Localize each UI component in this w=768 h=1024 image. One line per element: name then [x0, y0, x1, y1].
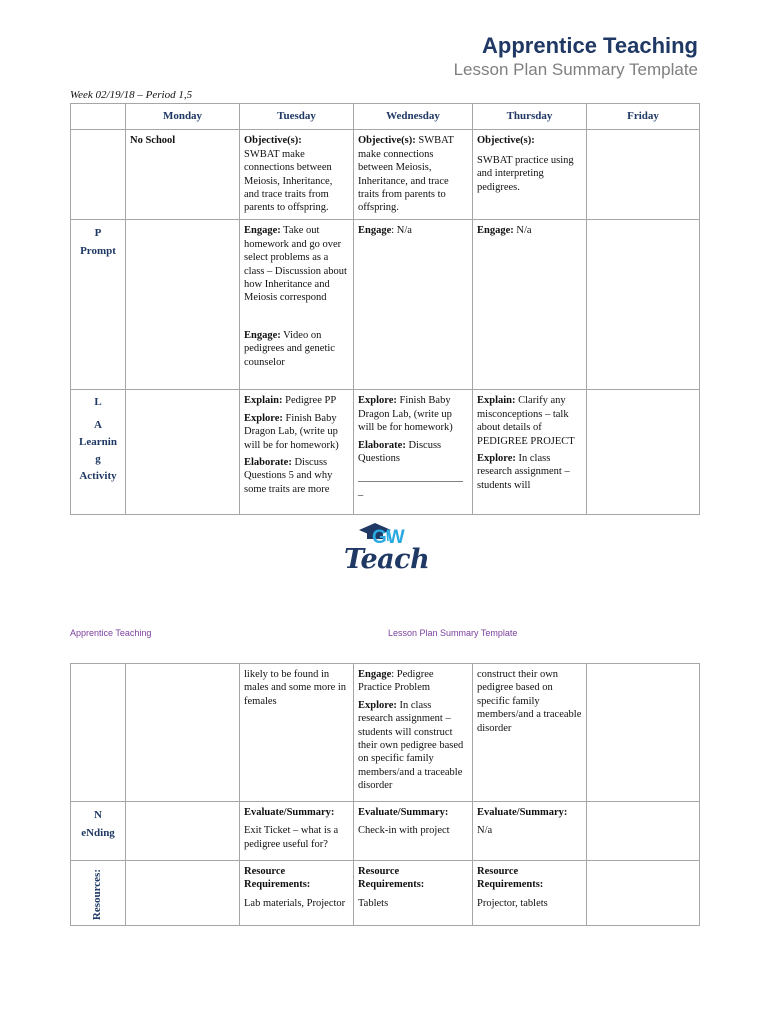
friday-prompt-cell: [587, 220, 700, 390]
explore-label: Explore:: [477, 453, 516, 465]
footer-right: Lesson Plan Summary Template: [388, 628, 518, 638]
engage-label: Engage: [358, 225, 392, 237]
tuesday-objective-cell: [240, 130, 354, 220]
friday-activity-cell: [587, 390, 700, 515]
elaborate-text: Discuss Questions 5 and why some traits are more: [244, 457, 333, 495]
evaluate-text: N/a: [477, 825, 493, 837]
friday-objective-cell: [587, 130, 700, 220]
resources-label: Resources:: [91, 869, 104, 921]
explore-label: Explore:: [244, 412, 283, 424]
objective-text: SWBAT make connections between Meiosis, Inheritance, and trace traits from parents to offspring.: [244, 148, 333, 214]
explore-text: In class research assignment – students will construct their own pedigree based on specific family members/and a traceable disorder: [358, 699, 464, 792]
ending-row: [71, 802, 700, 861]
engage-label: Engage:: [244, 329, 281, 341]
day-friday: Friday: [587, 104, 700, 130]
day-wednesday: Wednesday: [354, 104, 473, 130]
document-title: Apprentice Teaching: [482, 33, 698, 58]
objective-label: Objective(s):: [244, 135, 302, 147]
engage-text: : Pedigree Practice Problem: [358, 669, 434, 694]
monday-ending-cell: [126, 802, 240, 861]
wednesday-prompt-cell: [354, 220, 473, 390]
lesson-plan-table-page2: [70, 663, 700, 926]
evaluate-label: Evaluate/Summary:: [244, 807, 335, 818]
explore-label: Explore:: [358, 699, 397, 711]
explain-label: Explain:: [244, 395, 283, 407]
day-monday: Monday: [126, 104, 240, 130]
label-activity: Activity: [79, 470, 117, 483]
resources-row: [71, 861, 700, 926]
tuesday-ending-cell: [240, 802, 354, 861]
wednesday-activity-cell: [354, 390, 473, 515]
friday-ending-cell: [587, 802, 700, 861]
thursday-ending-cell: [473, 802, 587, 861]
resources-row-label: [71, 861, 126, 926]
blank-line: ____________________: [358, 472, 463, 484]
friday-continued-cell: [587, 664, 700, 802]
engage-text: : N/a: [391, 225, 412, 237]
engage-text: Video on pedigrees and genetic counselor: [244, 329, 335, 368]
evaluate-label: Evaluate/Summary:: [358, 807, 449, 818]
tuesday-activity-cell: [240, 390, 354, 515]
activity-continued-row: [71, 664, 700, 802]
learning-activity-row-label: [71, 390, 126, 515]
label-a: A: [94, 419, 102, 432]
resource-text: Tablets: [358, 897, 389, 909]
explore-text: Finish Baby Dragon Lab, (write up will be for homework): [358, 395, 453, 434]
day-thursday: Thursday: [473, 104, 587, 130]
objective-row-label: [71, 130, 126, 220]
explain-text: Clarify any misconceptions – talk about details of PEDIGREE PROJECT: [477, 395, 575, 447]
prompt-row-label: [71, 220, 126, 390]
explain-label: Explain:: [477, 395, 516, 407]
lesson-plan-table-page1: [70, 103, 700, 515]
blank-dash: _: [358, 485, 364, 497]
evaluate-label: Evaluate/Summary:: [477, 807, 568, 818]
ending-letter: N: [94, 809, 102, 821]
evaluate-text: Exit Ticket – what is a pedigree useful for?: [244, 825, 339, 850]
label-l: L: [94, 396, 102, 409]
thursday-prompt-cell: [473, 220, 587, 390]
prompt-letter: P: [94, 227, 102, 240]
wednesday-objective-cell: [354, 130, 473, 220]
week-label: Week 02/19/18 – Period 1,5: [70, 89, 193, 101]
tuesday-prompt-cell: [240, 220, 354, 390]
elaborate-label: Elaborate:: [244, 457, 292, 469]
ending-word: eNding: [81, 827, 115, 839]
ending-row-label: [71, 802, 126, 861]
continued-text: likely to be found in males and some more in females: [244, 669, 347, 707]
resource-label: Resource Requirements:: [477, 866, 544, 891]
day-header-row: [71, 104, 700, 130]
footer-left: Apprentice Teaching: [70, 628, 152, 638]
objective-label: Objective(s):: [477, 135, 535, 147]
wednesday-ending-cell: [354, 802, 473, 861]
resource-text: Lab materials, Projector: [244, 897, 346, 909]
monday-activity-cell: [126, 390, 240, 515]
thursday-activity-cell: [473, 390, 587, 515]
monday-prompt-cell: [126, 220, 240, 390]
tuesday-continued-cell: [240, 664, 354, 802]
engage-label: Engage: [358, 669, 392, 680]
thursday-resources-cell: [473, 861, 587, 926]
objective-text: SWBAT practice using and interpreting pedigrees.: [477, 154, 574, 193]
explore-label: Explore:: [358, 395, 397, 407]
engage-text: N/a: [513, 225, 532, 237]
engage-label: Engage:: [477, 225, 514, 237]
day-tuesday: Tuesday: [240, 104, 354, 130]
no-school-text: No School: [130, 135, 176, 147]
monday-resources-cell: [126, 861, 240, 926]
logo-teach-text: Teach: [344, 544, 430, 575]
wednesday-resources-cell: [354, 861, 473, 926]
learning-activity-row: [71, 390, 700, 515]
resource-text: Projector, tablets: [477, 897, 548, 909]
thursday-continued-cell: [473, 664, 587, 802]
elaborate-label: Elaborate:: [358, 439, 406, 451]
logo-gw-text: GW: [372, 527, 405, 548]
tuesday-resources-cell: [240, 861, 354, 926]
label-g: g: [95, 453, 101, 466]
label-learning: Learnin: [79, 436, 117, 449]
document-subtitle: Lesson Plan Summary Template: [453, 60, 698, 79]
resource-label: Resource Requirements:: [358, 866, 425, 891]
objective-text: SWBAT make connections between Meiosis, Inheritance, and trace traits from parents to offspring.: [358, 135, 454, 214]
objective-row: [71, 130, 700, 220]
monday-objective-cell: [126, 130, 240, 220]
continued-row-label: [71, 664, 126, 802]
engage-label: Engage:: [244, 225, 281, 237]
elaborate-text: Discuss Questions: [358, 439, 442, 465]
evaluate-text: Check-in with project: [358, 825, 450, 837]
thursday-objective-cell: [473, 130, 587, 220]
continued-text: construct their own pedigree based on specific family members/and a traceable disorder: [477, 669, 582, 734]
prompt-word: Prompt: [80, 245, 116, 258]
explain-text: Pedigree PP: [282, 395, 337, 407]
engage-text: Take out homework and go over select problems as a class – Discussion about how Inheritance and Meiosis correspond: [244, 225, 347, 304]
wednesday-continued-cell: [354, 664, 473, 802]
monday-continued-cell: [126, 664, 240, 802]
resource-label: Resource Requirements:: [244, 866, 311, 891]
objective-label: Objective(s):: [358, 135, 416, 147]
prompt-row: [71, 220, 700, 390]
explore-text: In class research assignment – students will: [477, 453, 570, 491]
explore-text: Finish Baby Dragon Lab, (write up will be for homework): [244, 412, 339, 451]
corner-cell: [71, 104, 126, 130]
friday-resources-cell: [587, 861, 700, 926]
